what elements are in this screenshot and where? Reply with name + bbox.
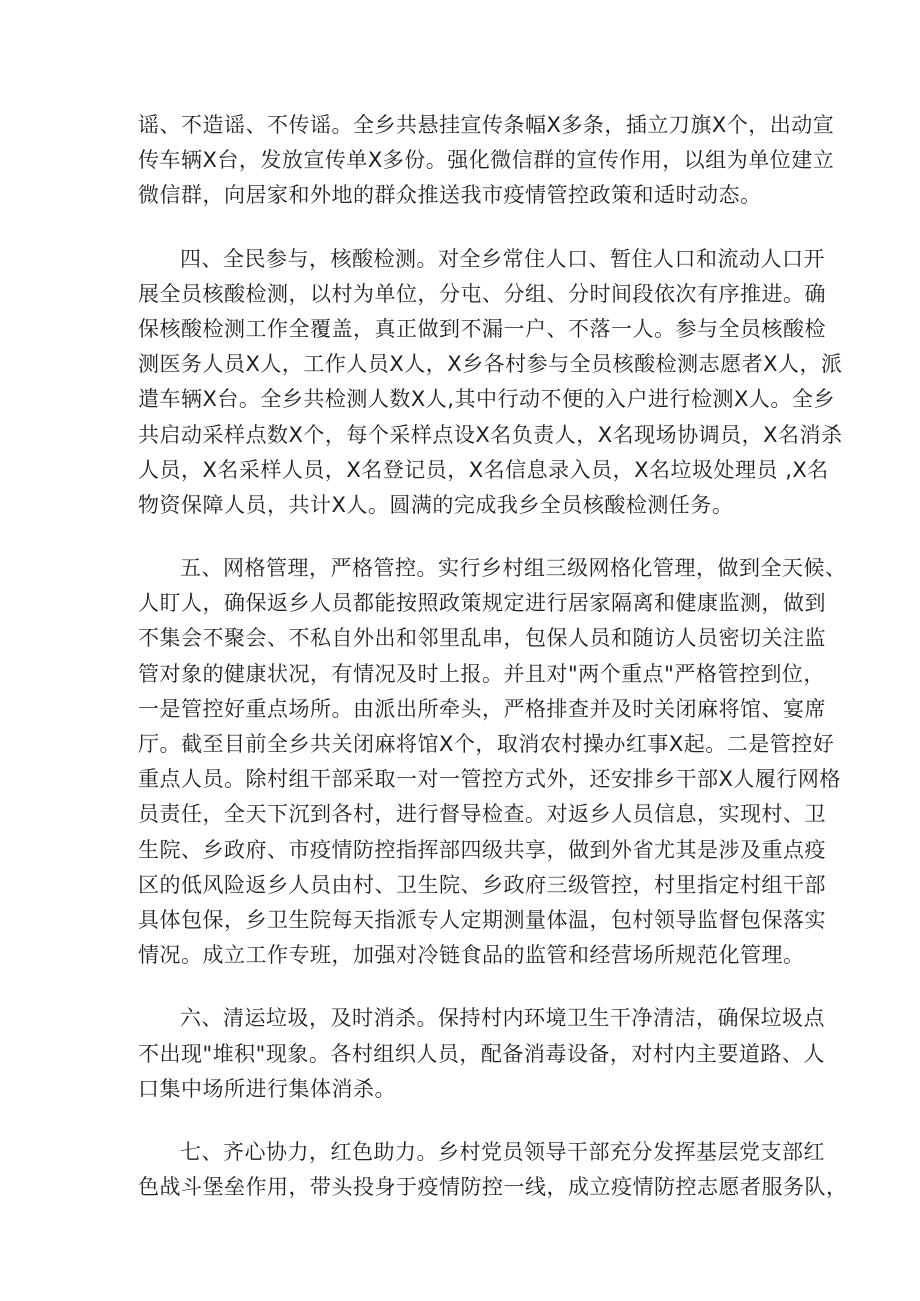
text-line: 具体包保，乡卫生院每天指派专人定期测量体温，包村领导监督包保落实 bbox=[138, 907, 826, 932]
text-line: 四、全民参与，核酸检测。对全乡常住人口、暂住人口和流动人口开 bbox=[180, 246, 825, 271]
text-line: 传车辆X台，发放宣传单X多份。强化微信群的宣传作用，以组为单位建立 bbox=[138, 148, 835, 173]
text-line: 共启动采样点数X个，每个采样点设X名负责人，X名现场协调员，X名消杀 bbox=[138, 422, 843, 447]
text-line: 人盯人，确保返乡人员都能按照政策规定进行居家隔离和健康监测，做到 bbox=[138, 591, 826, 616]
text-line: 不出现"堆积"现象。各村组织人员，配备消毒设备，对村内主要道路、人 bbox=[138, 1041, 825, 1066]
text-line: 微信群，向居家和外地的群众推送我市疫情管控政策和适时动态。 bbox=[138, 183, 762, 208]
paragraph-section-4 bbox=[138, 242, 843, 524]
text-line: 一是管控好重点场所。由派出所牵头，严格排查并及时关闭麻将馆、宴席 bbox=[138, 696, 826, 721]
text-line: 六、清运垃圾，及时消杀。保持村内环境卫生干净清洁，确保垃圾点 bbox=[180, 1006, 825, 1031]
document-body bbox=[138, 108, 848, 1205]
text-line: 不集会不聚会、不私自外出和邻里乱串，包保人员和随访人员密切关注监 bbox=[138, 626, 826, 651]
paragraph-gap bbox=[138, 973, 798, 1001]
paragraph-continuation bbox=[138, 108, 835, 214]
text-line: 情况。成立工作专班，加强对冷链食品的监管和经营场所规范化管理。 bbox=[138, 943, 805, 968]
paragraph-gap bbox=[138, 1107, 798, 1135]
text-line: 七、齐心协力，红色助力。乡村党员领导干部充分发挥基层党支部红 bbox=[180, 1139, 825, 1164]
text-line: 生院、乡政府、市疫情防控指挥部四级共享，做到外省尤其是涉及重点疫 bbox=[138, 837, 826, 862]
text-line: 五、网格管理，严格管控。实行乡村组三级网格化管理，做到全天候、 bbox=[180, 556, 847, 581]
text-line: 测医务人员X人，工作人员X人，X乡各村参与全员核酸检测志愿者X人，派 bbox=[138, 352, 843, 377]
text-line: 厅。截至目前全乡共关闭麻将馆X个，取消农村操办红事X起。二是管控好 bbox=[138, 732, 835, 756]
text-line: 员责任，全天下沉到各村，进行督导检查。对返乡人员信息，实现村、卫 bbox=[138, 802, 826, 827]
text-line: 管对象的健康状况，有情况及时上报。并且对"两个重点"严格管控到位， bbox=[138, 661, 825, 686]
text-line: 人员，X名采样人员，X名登记员，X名信息录入员，X名垃圾处理员 ,X名 bbox=[138, 457, 829, 482]
text-line: 展全员核酸检测，以村为单位，分屯、分组、分时间段依次有序推进。确 bbox=[138, 281, 826, 306]
text-line: 重点人员。除村组干部采取一对一管控方式外，还安排乡干部X人履行网格 bbox=[138, 767, 841, 792]
text-line: 谣、不造谣、不传谣。全乡共悬挂宣传条幅X多条，插立刀旗X个，出动宣 bbox=[138, 113, 835, 137]
paragraph-gap bbox=[138, 214, 798, 242]
text-line: 色战斗堡垒作用，带头投身于疫情防控一线，成立疫情防控志愿者服务队， bbox=[138, 1175, 848, 1200]
paragraph-section-5 bbox=[138, 551, 847, 973]
text-line: 物资保障人员，共计X人。圆满的完成我乡全员核酸检测任务。 bbox=[138, 492, 734, 517]
text-line: 区的低风险返乡人员由村、卫生院、乡政府三级管控，村里指定村组干部 bbox=[138, 872, 826, 897]
text-line: 口集中场所进行集体消杀。 bbox=[138, 1076, 396, 1101]
paragraph-section-6 bbox=[138, 1001, 825, 1107]
text-line: 遣车辆X台。全乡共检测人数X人,其中行动不便的入户进行检测X人。全乡 bbox=[138, 387, 835, 412]
text-line: 保核酸检测工作全覆盖，真正做到不漏一户、不落一人。参与全员核酸检 bbox=[138, 316, 826, 341]
paragraph-section-7 bbox=[138, 1135, 848, 1205]
paragraph-gap bbox=[138, 523, 798, 551]
